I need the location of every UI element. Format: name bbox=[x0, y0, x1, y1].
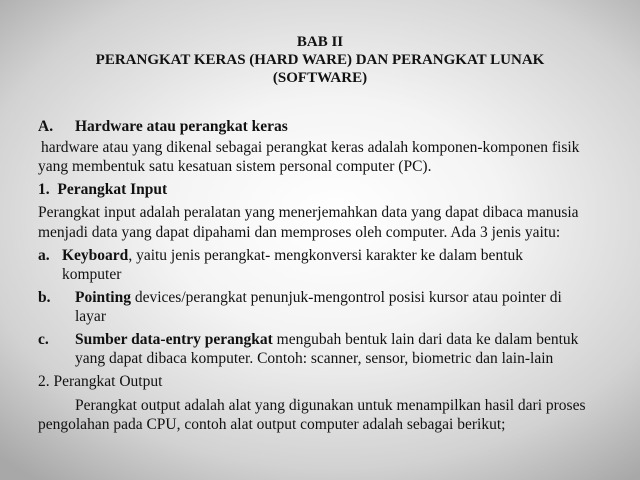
input-paragraph-cont: menjadi data yang dapat dipahami dan memproses oleh computer. Ada 3 jenis yaitu: bbox=[38, 224, 561, 241]
output-paragraph-cont: pengolahan pada CPU, contoh alat output computer adalah sebagai berikut; bbox=[38, 416, 506, 433]
list-text-cont: komputer bbox=[62, 266, 122, 283]
list-text: mengubah bentuk lain dari data ke dalam bentuk bbox=[272, 331, 579, 348]
output-paragraph: Perangkat output adalah alat yang digunakan untuk menampilkan hasil dari proses bbox=[75, 397, 586, 414]
list-item-data-entry bbox=[75, 331, 578, 349]
list-item-keyboard bbox=[62, 247, 523, 265]
list-term: Keyboard bbox=[62, 247, 129, 264]
list-text-cont: layar bbox=[75, 308, 106, 325]
input-paragraph: Perangkat input adalah peralatan yang menerjemahkan data yang dapat dibaca manusia bbox=[38, 204, 579, 221]
list-text: devices/perangkat penunjuk-mengontrol posisi kursor atau pointer di bbox=[130, 289, 562, 306]
section-a-heading: Hardware atau perangkat keras bbox=[75, 118, 288, 135]
chapter-subtitle-cont: (SOFTWARE) bbox=[272, 70, 368, 86]
list-item-pointing bbox=[75, 289, 562, 307]
list-term: Pointing bbox=[75, 289, 131, 306]
list-term: Sumber data-entry perangkat bbox=[75, 331, 273, 348]
list-marker: b. bbox=[38, 289, 51, 306]
list-text: , yaitu jenis perangkat- mengkonversi karakter ke dalam bentuk bbox=[128, 247, 523, 264]
section-a-paragraph: hardware atau yang dikenal sebagai perangkat keras adalah komponen-komponen fisik bbox=[41, 139, 580, 156]
section-a-paragraph-cont: yang membentuk satu kesatuan sistem personal computer (PC). bbox=[38, 158, 432, 175]
list-marker: a. bbox=[38, 247, 50, 264]
section-a-marker: A. bbox=[38, 118, 54, 135]
chapter-subtitle: PERANGKAT KERAS (HARD WARE) DAN PERANGKAT LUNAK bbox=[95, 52, 545, 68]
output-heading: 2. Perangkat Output bbox=[38, 373, 163, 390]
input-heading: 1. Perangkat Input bbox=[38, 181, 168, 198]
list-marker: c. bbox=[38, 331, 49, 348]
list-text-cont: yang dapat dibaca komputer. Contoh: scanner, sensor, biometric dan lain-lain bbox=[75, 350, 554, 367]
chapter-title: BAB II bbox=[296, 34, 344, 50]
